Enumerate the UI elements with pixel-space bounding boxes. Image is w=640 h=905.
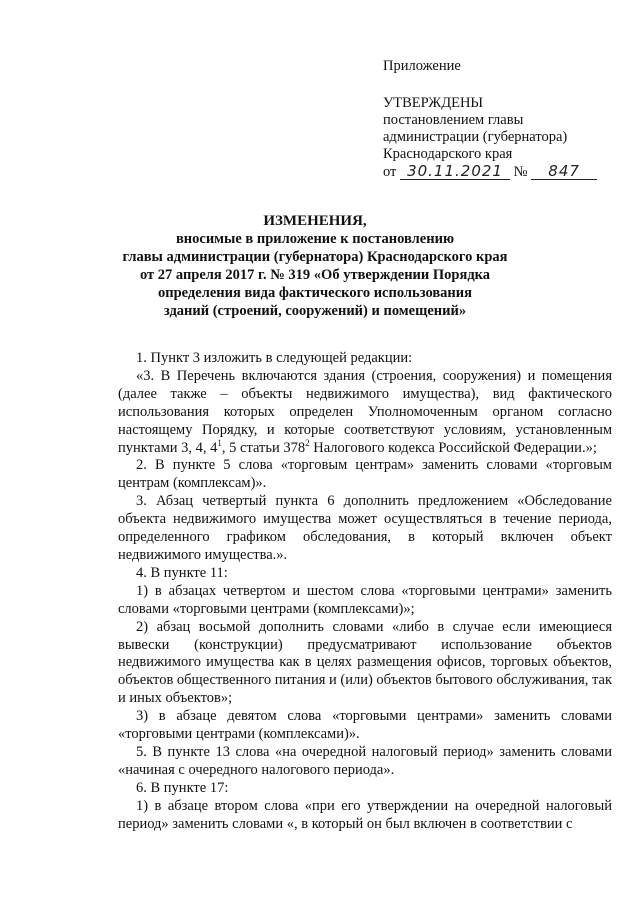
approval-line-2: администрации (губернатора)	[383, 129, 568, 145]
title-line-5: зданий (строений, сооружений) и помещений»	[163, 303, 467, 319]
title-line-1: вносимые в приложение к постановлению	[175, 231, 455, 247]
approval-block	[383, 58, 613, 181]
title-line-3: от 27 апреля 2017 г. № 319 «Об утверждении Порядка	[139, 267, 491, 283]
paragraph-9: 5. В пункте 13 слова «на очередной налоговый период» заменить словами «начиная с очередного налогового периода».	[118, 743, 612, 778]
title-line-4: определения вида фактического использования	[158, 285, 472, 301]
document-body	[118, 350, 612, 833]
number-sign: №	[513, 164, 528, 180]
document-title	[80, 212, 550, 320]
title-line-2: главы администрации (губернатора) Краснодарского края	[122, 249, 508, 265]
paragraph-2: «3. В Перечень включаются здания (строения, сооружения) и помещения (далее также – объекты недвижимого имущества), вид фактического использования которых определен Уполномоченным органом согласно настоящему Порядку, и которые соответствуют условиям, установленным пунктами 3, 4, $4^1$, 5 статьи $378^2$ Налогового кодекса Российской Федерации.»;	[118, 367, 612, 456]
handwritten-number: 847	[531, 163, 597, 180]
paragraph-7: 2) абзац восьмой дополнить словами «либо в случае если имеющиеся вывески (конструкции) предусматривают использование объектов недвижимого имущества как в целях размещения офисов, торговых объектов, объектов общественного питания и (или) объектов бытового обслуживания, так и иных объектов»;	[118, 618, 612, 707]
approval-line-1: постановлением главы	[383, 112, 524, 128]
handwritten-date: 30.11.2021	[400, 163, 510, 180]
paragraph-6: 1) в абзацах четвертом и шестом слова «торговыми центрами» заменить словами «торговыми центрами (комплексами)»;	[118, 582, 612, 617]
approved-label: УТВЕРЖДЕНЫ	[383, 95, 484, 111]
approval-date-line	[383, 163, 613, 181]
paragraph-5: 4. В пункте 11:	[136, 564, 228, 581]
title-heading: ИЗМЕНЕНИЯ,	[263, 213, 367, 229]
appendix-label: Приложение	[383, 58, 461, 74]
paragraph-1: 1. Пункт 3 изложить в следующей редакции:	[136, 350, 413, 366]
date-prefix: от	[383, 164, 397, 180]
paragraph-4: 3. Абзац четвертый пункта 6 дополнить предложением «Обследование объекта недвижимого имущества может осуществляться в течение периода, определенного графиком обследования, в который включен объект недвижимого имущества.».	[118, 493, 612, 563]
paragraph-10: 6. В пункте 17:	[136, 779, 229, 796]
paragraph-11: 1) в абзаце втором слова «при его утверждении на очередной налоговый период» заменить словами «, в который он был включен в соответствии с	[118, 797, 612, 832]
paragraph-3: 2. В пункте 5 слова «торговым центрам» заменить словами «торговым центрам (комплексам)».	[118, 457, 612, 492]
paragraph-8: 3) в абзаце девятом слова «торговыми центрами» заменить словами «торговыми центрами (комплексами)».	[118, 708, 612, 743]
approval-line-3: Краснодарского края	[383, 146, 513, 162]
